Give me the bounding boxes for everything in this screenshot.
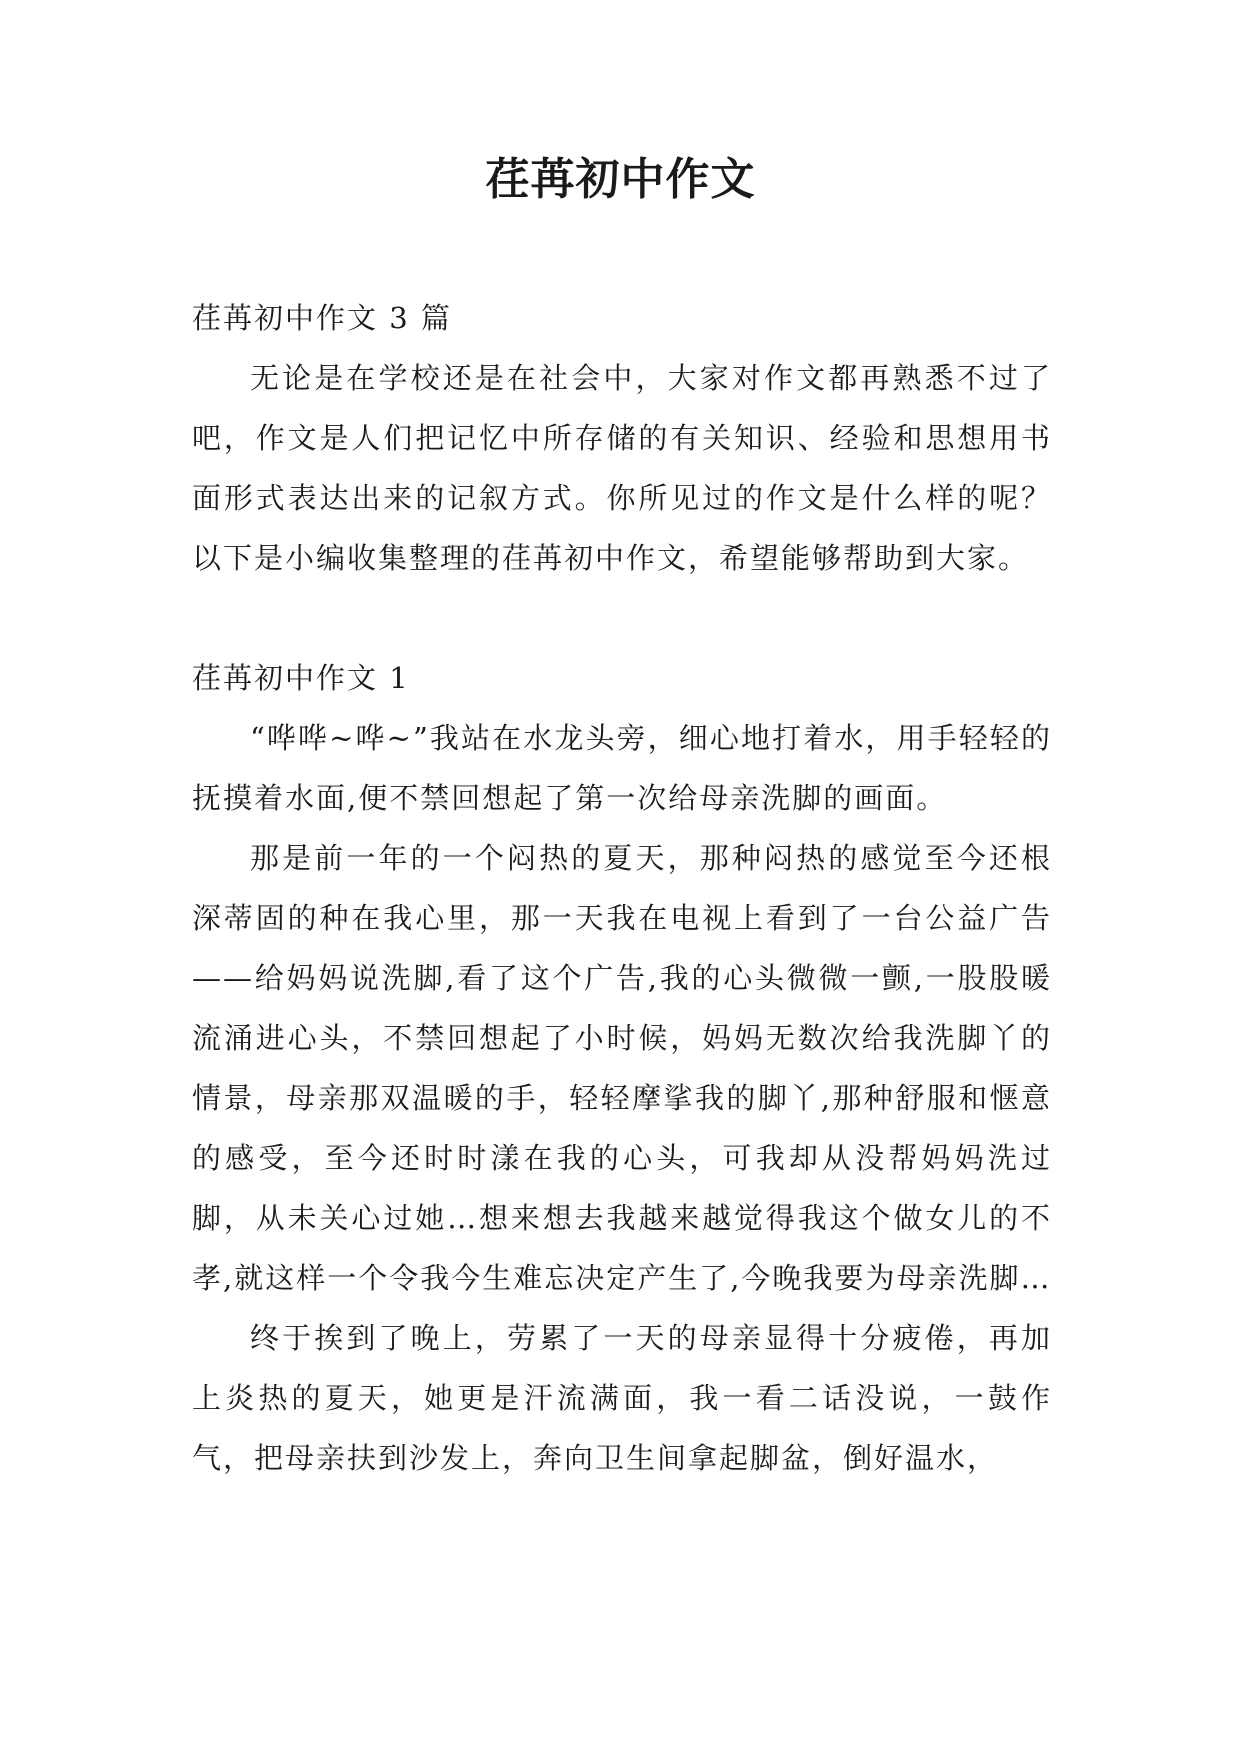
intro-paragraph: 无论是在学校还是在社会中，大家对作文都再熟悉不过了吧，作文是人们把记忆中所存储的有关知识、经验和思想用书面形式表达出来的记叙方式。你所见过的作文是什么样的呢？以下是小编收集整理的荏苒初中作文，希望能够帮助到大家。: [192, 361, 1052, 575]
document-title: 荏苒初中作文: [485, 154, 756, 205]
collection-subtitle: 荏苒初中作文 3 篇: [192, 301, 452, 335]
section-spacer: [192, 588, 1052, 648]
essay-paragraph-1: “哗哗~哗~”我站在水龙头旁，细心地打着水，用手轻轻的抚摸着水面,便不禁回想起了第一次给母亲洗脚的画面。: [192, 721, 1052, 815]
essay-heading: 荏苒初中作文 1: [192, 661, 410, 695]
document-body: [192, 288, 1052, 1488]
essay-paragraph-3: 终于挨到了晚上，劳累了一天的母亲显得十分疲倦，再加上炎热的夏天，她更是汗流满面，我一看二话没说，一鼓作气，把母亲扶到沙发上，奔向卫生间拿起脚盆，倒好温水，: [192, 1321, 1052, 1475]
essay-paragraph-2: 那是前一年的一个闷热的夏天，那种闷热的感觉至今还根深蒂固的种在我心里，那一天我在电视上看到了一台公益广告——给妈妈说洗脚,看了这个广告,我的心头微微一颤,一股股暖流涌进心头，不禁回想起了小时候，妈妈无数次给我洗脚丫的情景，母亲那双温暖的手，轻轻摩挲我的脚丫,那种舒服和惬意的感受，至今还时时漾在我的心头，可我却从没帮妈妈洗过脚，从未关心过她…想来想去我越来越觉得我这个做女儿的不孝,就这样一个令我今生难忘决定产生了,今晚我要为母亲洗脚…: [192, 841, 1052, 1295]
